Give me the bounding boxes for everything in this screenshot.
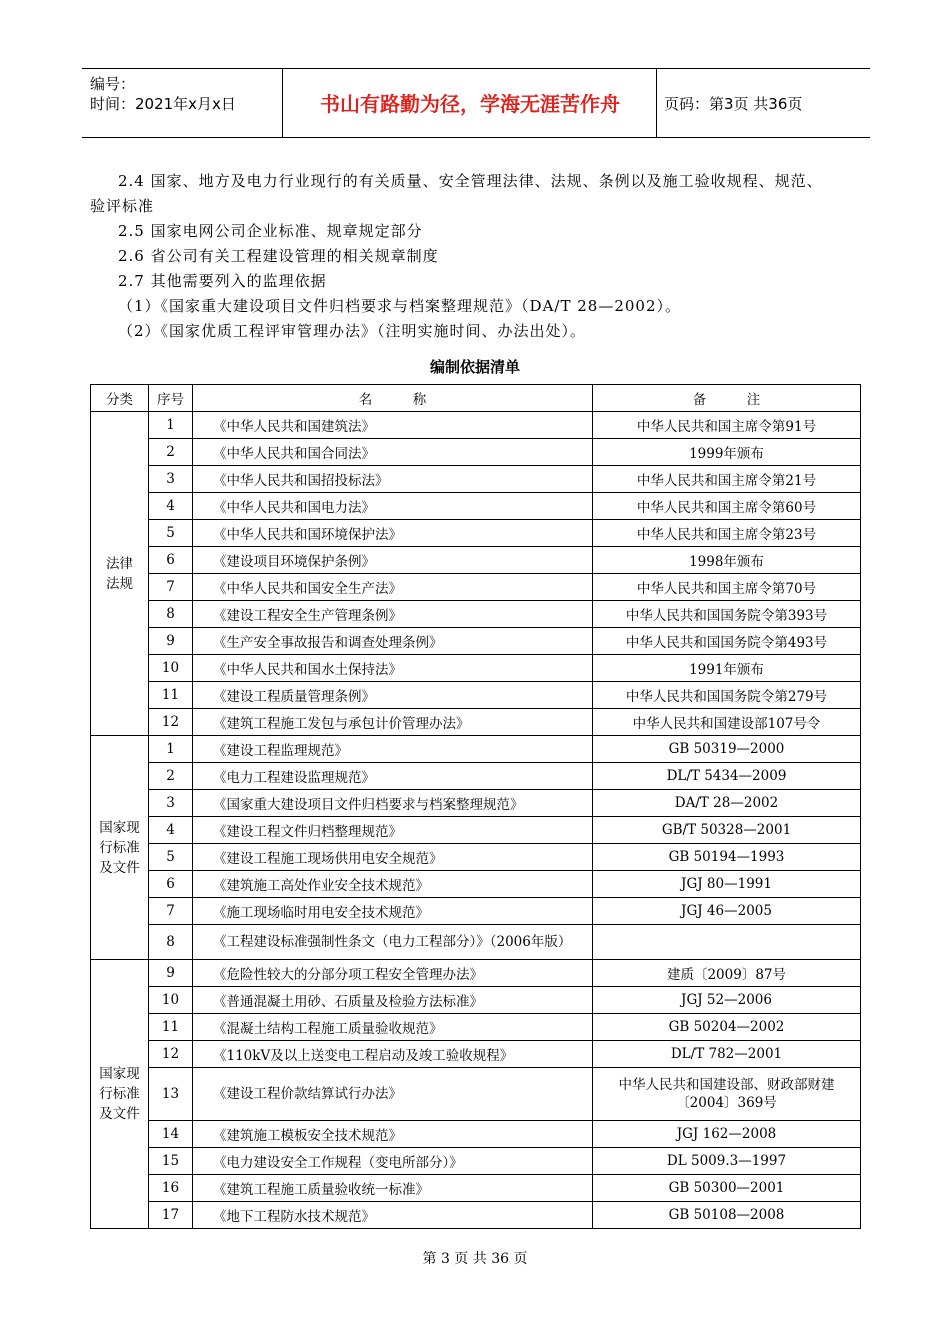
seq-cell: 14 [149,1121,193,1148]
name-cell: 《电力建设安全工作规程（变电所部分）》 [193,1148,593,1175]
note-cell: 建质〔2009〕87号 [593,960,861,987]
name-cell: 《建设工程安全生产管理条例》 [193,601,593,628]
seq-cell: 12 [149,709,193,736]
name-cell: 《中华人民共和国水土保持法》 [193,655,593,682]
table-row [91,709,861,736]
table-row [91,925,861,960]
name-cell: 《建设工程价款结算试行办法》 [193,1068,593,1121]
note-cell: 中华人民共和国国务院令第393号 [593,601,861,628]
category-label: 国家现行标准及文件 [99,1066,140,1122]
name-cell: 《中华人民共和国环境保护法》 [193,520,593,547]
name-cell: 《建设工程文件归档整理规范》 [193,817,593,844]
table-row [91,871,861,898]
note-cell: DL/T 5434—2009 [593,763,861,790]
table-row [91,817,861,844]
table-row [91,655,861,682]
name-cell: 《普通混凝土用砂、石质量及检验方法标准》 [193,987,593,1014]
header-motto: 书山有路勤为径，学海无涯苦作舟 [320,92,620,116]
table-title: 编制依据清单 [429,358,520,376]
seq-cell: 9 [149,628,193,655]
name-cell: 《建筑施工模板安全技术规范》 [193,1121,593,1148]
table-row [91,736,861,763]
seq-cell: 4 [149,493,193,520]
paragraph-2-4-cont: 验评标准 [90,197,155,215]
table-row [91,547,861,574]
name-cell: 《施工现场临时用电安全技术规范》 [193,898,593,925]
seq-cell: 11 [149,682,193,709]
name-cell: 《中华人民共和国电力法》 [193,493,593,520]
seq-cell: 9 [149,960,193,987]
name-cell: 《工程建设标准强制性条文（电力工程部分）》（2006年版） [193,925,593,960]
table-row [91,1068,861,1121]
seq-cell: 11 [149,1014,193,1041]
seq-cell: 7 [149,574,193,601]
name-cell: 《建筑工程施工质量验收统一标准》 [193,1175,593,1202]
note-cell: 中华人民共和国主席令第70号 [593,574,861,601]
note-cell: JGJ 80—1991 [593,871,861,898]
note-cell: JGJ 162—2008 [593,1121,861,1148]
table-row [91,790,861,817]
note-cell: 1999年颁布 [593,439,861,466]
seq-cell: 7 [149,898,193,925]
note-cell: JGJ 52—2006 [593,987,861,1014]
table-row [91,412,861,439]
note-cell: 中华人民共和国主席令第91号 [593,412,861,439]
note-cell: 1991年颁布 [593,655,861,682]
category-label: 国家现行标准及文件 [99,819,140,876]
table-row [91,898,861,925]
name-cell: 《地下工程防水技术规范》 [193,1202,593,1229]
paragraph-2-7-item-1: （1）《国家重大建设项目文件归档要求与档案整理规范》（DA/T 28—2002）。 [118,297,681,315]
note-cell: 中华人民共和国国务院令第493号 [593,628,861,655]
table-row [91,682,861,709]
seq-cell: 2 [149,763,193,790]
seq-cell: 5 [149,844,193,871]
table-row [91,601,861,628]
note-cell: 中华人民共和国建设部、财政部财建〔2004〕369号 [593,1068,861,1121]
table-row [91,1175,861,1202]
table-header-row [91,385,861,412]
table-body [91,412,861,1229]
table-row [91,844,861,871]
table-row [91,439,861,466]
paragraph-2-4: 2.4 国家、地方及电力行业现行的有关质量、安全管理法律、法规、条例以及施工验收规程、规范、 [118,172,823,190]
note-cell: 中华人民共和国主席令第60号 [593,493,861,520]
seq-cell: 6 [149,547,193,574]
seq-cell: 2 [149,439,193,466]
table-row [91,493,861,520]
seq-cell: 4 [149,817,193,844]
paragraph-2-6: 2.6 省公司有关工程建设管理的相关规章制度 [118,247,439,265]
name-cell: 《混凝土结构工程施工质量验收规范》 [193,1014,593,1041]
seq-cell: 3 [149,466,193,493]
paragraph-2-7: 2.7 其他需要列入的监理依据 [118,272,327,290]
table-row [91,1148,861,1175]
name-cell: 《建设工程质量管理条例》 [193,682,593,709]
category-label: 法律法规 [106,555,133,592]
note-cell: DL/T 782—2001 [593,1041,861,1068]
doc-number-label: 编号： [90,75,136,93]
note-cell: GB 50108—2008 [593,1202,861,1229]
name-cell: 《建设工程监理规范》 [193,736,593,763]
header-name: 名 称 [193,385,593,412]
note-cell: 1998年颁布 [593,547,861,574]
seq-cell: 13 [149,1068,193,1121]
note-cell: DA/T 28—2002 [593,790,861,817]
name-cell: 《110kV及以上送变电工程启动及竣工验收规程》 [193,1041,593,1068]
table-row [91,1121,861,1148]
seq-cell: 1 [149,736,193,763]
note-cell: GB 50204—2002 [593,1014,861,1041]
note-cell: GB/T 50328—2001 [593,817,861,844]
category-cell [91,412,149,736]
table-row [91,628,861,655]
category-cell [91,736,149,960]
seq-cell: 17 [149,1202,193,1229]
table-row [91,1202,861,1229]
seq-cell: 6 [149,871,193,898]
note-cell: 中华人民共和国建设部107号令 [593,709,861,736]
category-cell [91,960,149,1229]
page-header [82,68,870,138]
header-info [82,69,282,137]
header-note: 备 注 [593,385,861,412]
table-row [91,574,861,601]
name-cell: 《生产安全事故报告和调查处理条例》 [193,628,593,655]
seq-cell: 8 [149,925,193,960]
doc-date-label: 时间：2021年x月x日 [90,95,236,113]
basis-table [90,384,861,1229]
table-row [91,1014,861,1041]
seq-cell: 12 [149,1041,193,1068]
name-cell: 《建筑施工高处作业安全技术规范》 [193,871,593,898]
seq-cell: 10 [149,987,193,1014]
note-cell: 中华人民共和国主席令第21号 [593,466,861,493]
seq-cell: 1 [149,412,193,439]
name-cell: 《建设项目环境保护条例》 [193,547,593,574]
header-divider [282,69,283,137]
note-cell: JGJ 46—2005 [593,898,861,925]
name-cell: 《建设工程施工现场供用电安全规范》 [193,844,593,871]
name-cell: 《中华人民共和国招投标法》 [193,466,593,493]
note-cell: GB 50194—1993 [593,844,861,871]
note-cell: GB 50319—2000 [593,736,861,763]
name-cell: 《中华人民共和国合同法》 [193,439,593,466]
page-footer: 第 3 页 共 36 页 [422,1251,528,1267]
note-cell: 中华人民共和国主席令第23号 [593,520,861,547]
header-divider [656,69,657,137]
header-page-number: 页码：第3页 共36页 [664,95,803,113]
table-row [91,987,861,1014]
table-row [91,960,861,987]
seq-cell: 3 [149,790,193,817]
name-cell: 《建筑工程施工发包与承包计价管理办法》 [193,709,593,736]
table-row [91,763,861,790]
seq-cell: 15 [149,1148,193,1175]
seq-cell: 10 [149,655,193,682]
paragraph-2-7-item-2: （2）《国家优质工程评审管理办法》（注明实施时间、办法出处）。 [118,322,587,340]
seq-cell: 8 [149,601,193,628]
table-row [91,466,861,493]
header-seq: 序号 [149,385,193,412]
seq-cell: 5 [149,520,193,547]
name-cell: 《电力工程建设监理规范》 [193,763,593,790]
name-cell: 《国家重大建设项目文件归档要求与档案整理规范》 [193,790,593,817]
paragraph-2-5: 2.5 国家电网公司企业标准、规章规定部分 [118,222,423,240]
table-row [91,520,861,547]
table-row [91,1041,861,1068]
name-cell: 《中华人民共和国安全生产法》 [193,574,593,601]
note-cell: DL 5009.3—1997 [593,1148,861,1175]
note-cell: 中华人民共和国国务院令第279号 [593,682,861,709]
seq-cell: 16 [149,1175,193,1202]
name-cell: 《危险性较大的分部分项工程安全管理办法》 [193,960,593,987]
note-cell [593,925,861,960]
note-cell: GB 50300—2001 [593,1175,861,1202]
header-category: 分类 [91,385,149,412]
name-cell: 《中华人民共和国建筑法》 [193,412,593,439]
